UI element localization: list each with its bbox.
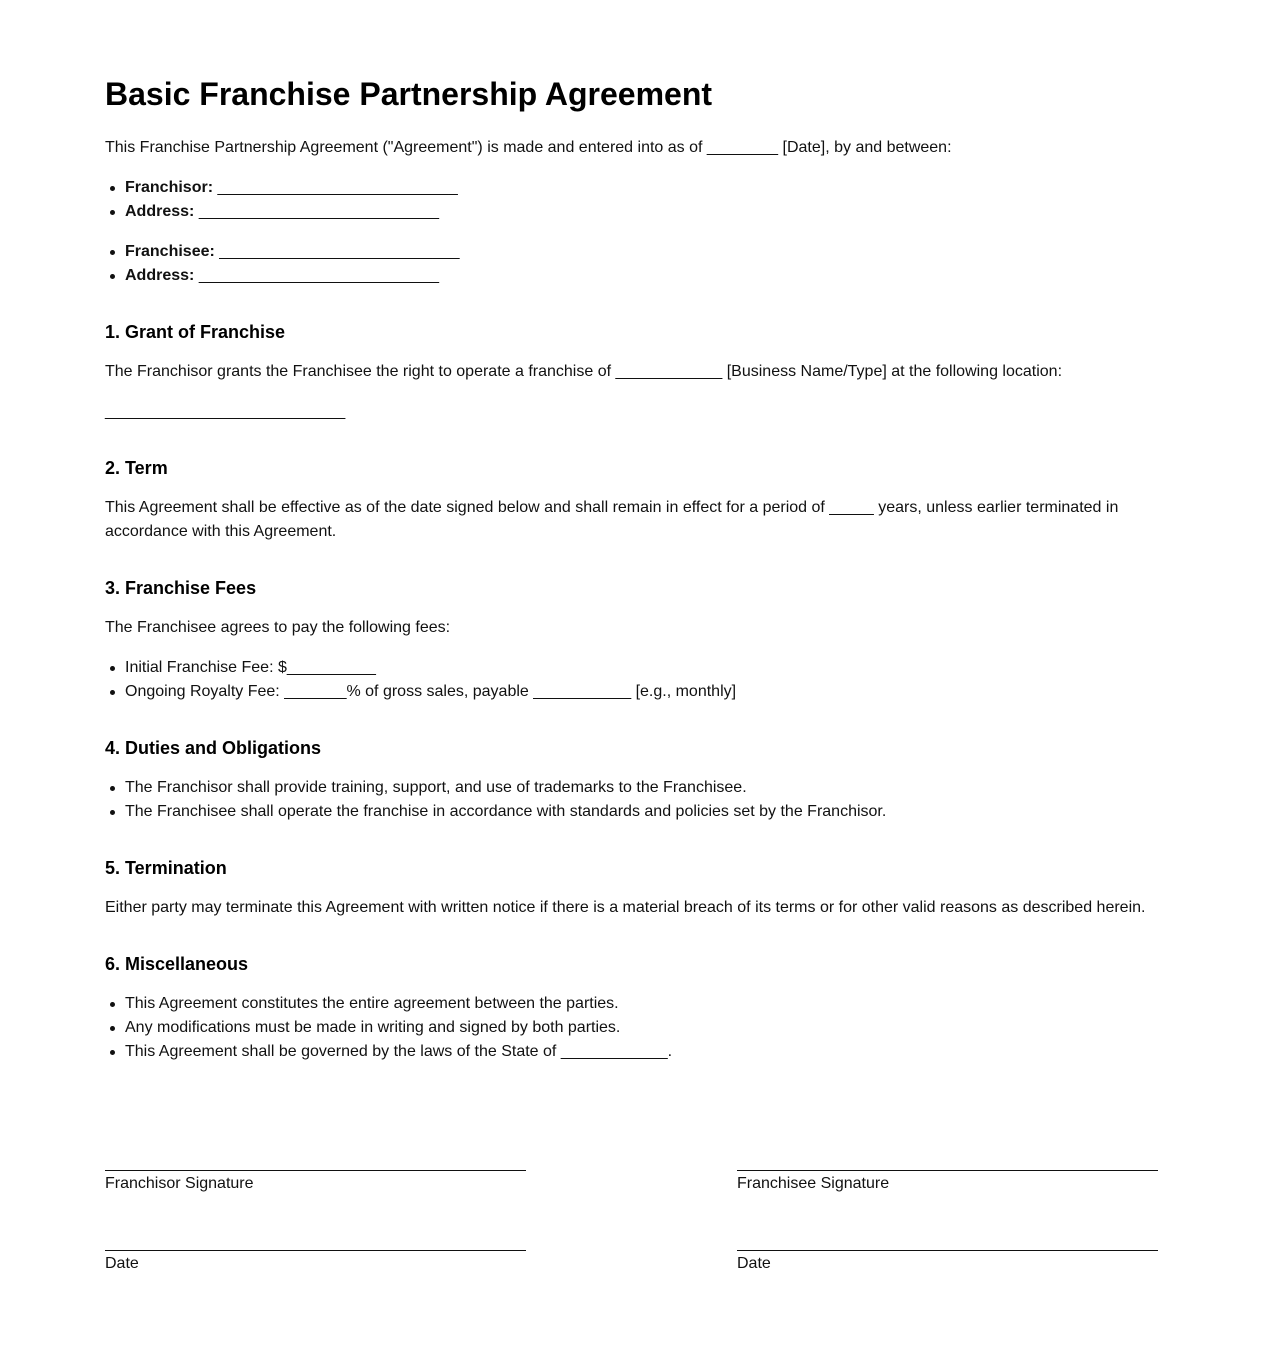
franchisor-signature-column <box>105 1170 526 1276</box>
list-item: Initial Franchise Fee: $__________ <box>105 656 1165 680</box>
franchisor-label: Franchisor: <box>125 179 214 196</box>
franchisor-list <box>105 176 1165 224</box>
franchisee-date-label: Date <box>737 1255 771 1272</box>
franchisee-address-label: Address: <box>125 267 195 284</box>
franchisor-address-blank: ___________________________ <box>198 203 440 220</box>
list-item: This Agreement shall be governed by the laws of the State of ____________. <box>105 1040 1165 1064</box>
franchisor-blank: ___________________________ <box>217 179 458 196</box>
section-heading-duties: 4. Duties and Obligations <box>105 738 322 758</box>
list-item: Any modifications must be made in writing and signed by both parties. <box>105 1016 1165 1040</box>
section-heading-misc: 6. Miscellaneous <box>105 954 249 974</box>
list-item: The Franchisee shall operate the franchise in accordance with standards and policies set by the Franchisor. <box>105 800 1165 824</box>
fees-paragraph: The Franchisee agrees to pay the following fees: <box>105 619 451 636</box>
grant-location-blank: ___________________________ <box>105 403 346 420</box>
franchisee-blank: ___________________________ <box>219 243 460 260</box>
franchisor-signature-line <box>105 1170 526 1171</box>
franchisor-line <box>105 176 1165 200</box>
franchisee-signature-label: Franchisee Signature <box>737 1175 890 1192</box>
section-heading-fees: 3. Franchise Fees <box>105 578 257 598</box>
term-paragraph: This Agreement shall be effective as of the date signed below and shall remain in effect for a period of _____ years, unless earlier terminated in accordance with this Agreement. <box>105 499 1119 540</box>
franchisor-address-line <box>105 200 1165 224</box>
signature-block <box>105 1170 1158 1280</box>
grant-paragraph: The Franchisor grants the Franchisee the right to operate a franchise of ____________ [Business Name/Type] at the following location: <box>105 363 1063 380</box>
franchisee-signature-column <box>737 1170 1158 1276</box>
fees-list <box>105 656 1165 704</box>
document-title: Basic Franchise Partnership Agreement <box>105 76 713 112</box>
duties-list <box>105 776 1165 824</box>
franchisee-address-blank: ___________________________ <box>198 267 440 284</box>
franchisor-date-line <box>105 1250 526 1251</box>
franchisee-date-line <box>737 1250 1158 1251</box>
franchisee-list <box>105 240 1165 288</box>
list-item: The Franchisor shall provide training, support, and use of trademarks to the Franchisee. <box>105 776 1165 800</box>
list-item: Ongoing Royalty Fee: _______% of gross sales, payable ___________ [e.g., monthly] <box>105 680 1165 704</box>
franchisor-address-label: Address: <box>125 203 195 220</box>
section-heading-grant: 1. Grant of Franchise <box>105 322 286 342</box>
franchisee-address-line <box>105 264 1165 288</box>
list-item: This Agreement constitutes the entire agreement between the parties. <box>105 992 1165 1016</box>
franchisor-signature-label: Franchisor Signature <box>105 1175 254 1192</box>
franchisor-date-label: Date <box>105 1255 139 1272</box>
section-heading-term: 2. Term <box>105 458 168 478</box>
misc-list <box>105 992 1165 1064</box>
section-heading-termination: 5. Termination <box>105 858 227 878</box>
franchisee-signature-line <box>737 1170 1158 1171</box>
document-body <box>105 70 1165 1064</box>
franchisee-label: Franchisee: <box>125 243 215 260</box>
franchisee-line <box>105 240 1165 264</box>
termination-paragraph: Either party may terminate this Agreement with written notice if there is a material breach of its terms or for other valid reasons as described herein. <box>105 899 1146 916</box>
intro-paragraph: This Franchise Partnership Agreement ("Agreement") is made and entered into as of ________ [Date], by and between: <box>105 139 952 156</box>
